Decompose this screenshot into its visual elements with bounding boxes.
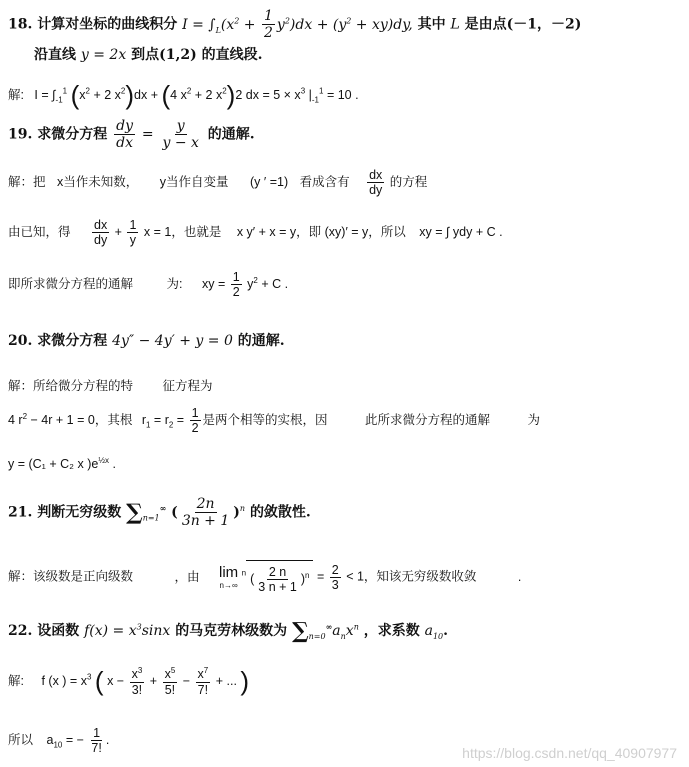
answer-text: + ... bbox=[215, 673, 237, 688]
problem-text: 设函数 bbox=[37, 623, 80, 639]
answer-20-line1 bbox=[8, 376, 213, 394]
formula-dxdy: $\frac{dx}{dy}$ bbox=[369, 168, 383, 198]
problem-19-statement: 19. 求微分方程 $\frac{dy}{dx}$ = $\frac{y}{y - x}$ 的通解. bbox=[8, 118, 255, 152]
answer-text: = r bbox=[153, 413, 169, 428]
answer-text: + C . bbox=[261, 277, 289, 292]
answer-text: 为 bbox=[527, 413, 541, 428]
formula-1y: $\frac{1}{y}$ bbox=[129, 218, 137, 248]
answer-text: 由已知，得 bbox=[8, 225, 71, 240]
answer-21: 解：该级数是正向级数 ，由 lim n→∞ $^n$ ( $\frac{2 n}{3 n + 1}$ )$^n$ = $\frac{2}{3}$ < 1，知该无穷级数收敛 . bbox=[8, 560, 521, 595]
formula-x5: $\frac{x^5}{5!}$ bbox=[164, 666, 176, 697]
answer-19-line3: 即所求微分方程的通解 为: xy = $\frac{1}{2}$ $y^2 + C$ . bbox=[8, 270, 289, 300]
answer-text: 4 r bbox=[8, 413, 23, 428]
problem-text-tail: 的敛散性. bbox=[249, 504, 311, 521]
answer-20-line2: 4 $r^2 - 4r + 1 = 0$，其根 $r_1 = r_2$ = $\frac{1}{2}$ 是两个相等的实根，因 此所求微分方程的通解 为 bbox=[8, 406, 541, 436]
answer-text: 看成含有 bbox=[299, 175, 350, 190]
answer-text: 所以 bbox=[8, 733, 34, 748]
answer-text: 此所求微分方程的通解 bbox=[365, 413, 491, 428]
formula-rhs: $\frac{y}{y - x}$ bbox=[162, 118, 199, 152]
formula-x7: $\frac{x^7}{7!}$ bbox=[197, 666, 209, 697]
answer-20-line3: y = (C₁ + C₂ x )$e^{\frac{1}{2}x}$ . bbox=[8, 456, 116, 472]
answer-text: xy = ∫ ydy + C . bbox=[419, 225, 503, 240]
answer-text: < 1，知该无穷级数收敛 bbox=[346, 569, 477, 584]
problem-20-statement bbox=[8, 330, 285, 350]
answer-text: (y ′ =1) bbox=[250, 175, 289, 190]
answer-text: x − bbox=[107, 673, 125, 688]
sum-symbol: ∑ bbox=[126, 499, 143, 526]
answer-19-line1 bbox=[8, 168, 427, 198]
answer-text: + bbox=[149, 673, 158, 688]
answer-text: x = 1，也就是 bbox=[143, 225, 222, 240]
answer-text: y bbox=[247, 277, 254, 292]
problem-text: 求微分方程 bbox=[37, 126, 108, 143]
problem-number: 19. bbox=[8, 126, 33, 143]
answer-text: = bbox=[176, 413, 185, 428]
problem-text: 沿直线 bbox=[34, 47, 76, 63]
lim-word: lim bbox=[219, 564, 239, 582]
formula-L: L bbox=[450, 16, 460, 33]
answer-text: y = (C₁ + C₂ x )e bbox=[8, 457, 99, 472]
answer-text: 解：该级数是正向级数 bbox=[8, 569, 134, 584]
answer-text: a bbox=[46, 733, 54, 748]
formula-dxdy: $\frac{dx}{dy}$ bbox=[94, 218, 108, 248]
problem-text-tail: ，求系数 bbox=[363, 623, 420, 639]
answer-label: 解: bbox=[8, 87, 24, 102]
watermark-url: https://blog.csdn.net/qq_40907977 bbox=[462, 745, 677, 761]
answer-text: 是两个相等的实根，因 bbox=[202, 413, 328, 428]
answer-text: y当作自变量 bbox=[159, 175, 229, 190]
formula-line: y = 2x bbox=[80, 47, 127, 63]
answer-text: 征方程为 bbox=[162, 379, 213, 393]
answer-18: 解: $I = \int_{-1}^1$ ($x^2 + 2$ $x^2)dx + (4$ $x^2 + 2$ $x^2)2$ dx = $5 \times x^3$ $|_{-1}^1 = 10$ . bbox=[8, 80, 359, 110]
answer-text: f (x ) = x bbox=[41, 673, 87, 688]
problem-text-mid: 其中 bbox=[417, 16, 446, 33]
answer-text: x当作未知数， bbox=[57, 175, 139, 190]
answer-22-line2: 所以 $a_{10}$ = − $\frac{1}{7!}$ . bbox=[8, 726, 110, 756]
problem-21-statement: 21. 判断无穷级数 $\sum_{n=1}^\infty$ ( $\frac{2n}{3n + 1}$ )$^n$ 的敛散性. bbox=[8, 496, 311, 530]
answer-text: . bbox=[517, 569, 522, 584]
formula-x3: $\frac{x^3}{3!}$ bbox=[131, 666, 143, 697]
formula-f: $f(x) = x^3\sin x$ bbox=[84, 622, 171, 639]
coefficient-symbol: a bbox=[424, 623, 433, 639]
answer-text: = bbox=[316, 569, 325, 584]
answer-text: 解：把 bbox=[8, 175, 46, 190]
formula-integral: $I = \int_L(x^2$ + $\frac{1}{2}$ $y^2)dx + (y^2 + xy)dy$, bbox=[182, 8, 413, 42]
problem-text-mid: 的马克劳林级数为 bbox=[175, 623, 288, 639]
answer-text: x y′ + x = y，即 bbox=[236, 225, 322, 240]
problem-text: 到点(1,2) 的直线段. bbox=[131, 47, 263, 63]
answer-text: 解：所给微分方程的特 bbox=[8, 379, 134, 393]
nth-root: ( $\frac{2 n}{3 n + 1}$ )$^n$ bbox=[246, 560, 313, 595]
problem-number: 22. bbox=[8, 623, 33, 639]
answer-result: = 10 . bbox=[326, 87, 359, 102]
problem-text: 判断无穷级数 bbox=[37, 504, 122, 521]
answer-text: 即所求微分方程的通解 bbox=[8, 277, 134, 292]
problem-22-statement: 22. 设函数 $f(x) = x^3\sin x$ 的马克劳林级数为 $\sum_{n=0}^\infty a_nx^n$ ，求系数 $a_{10}$. bbox=[8, 618, 449, 644]
answer-text: (xy)′ = y，所以 bbox=[324, 225, 406, 240]
formula-ode: 4y″ − 4y′ + y = 0 bbox=[112, 333, 233, 349]
problem-18-line2 bbox=[34, 44, 262, 64]
answer-text: 解: bbox=[8, 673, 24, 688]
formula-two-thirds: $\frac{2}{3}$ bbox=[331, 562, 339, 592]
answer-text: 的方程 bbox=[389, 175, 428, 190]
problem-number: 18. bbox=[8, 16, 33, 33]
answer-text: ，由 bbox=[174, 569, 200, 584]
problem-text-tail: 是由点(－1，－2) bbox=[464, 16, 582, 33]
limit: lim n→∞ bbox=[219, 564, 239, 591]
formula-half: $\frac{1}{2}$ bbox=[232, 270, 240, 300]
problem-text-tail: 的通解. bbox=[237, 333, 285, 349]
problem-number: 20. bbox=[8, 333, 33, 349]
answer-19-line2: 由已知，得 $\frac{dx}{dy}$ + $\frac{1}{y}$ x = 1，也就是 x y′ + x = y，即 (xy)′ = y，所以 xy = ∫ ydy + C . bbox=[8, 218, 503, 248]
problem-text: 计算对坐标的曲线积分 bbox=[37, 16, 178, 33]
problem-text: 求微分方程 bbox=[37, 333, 108, 349]
answer-text: xy = bbox=[201, 277, 226, 292]
answer-text: = − bbox=[65, 733, 84, 748]
sum-symbol: ∑ bbox=[292, 618, 309, 644]
answer-text: − 4r + 1 = 0，其根 bbox=[30, 413, 133, 428]
problem-18-statement bbox=[8, 8, 581, 41]
answer-text: r bbox=[141, 413, 146, 428]
problem-number: 21. bbox=[8, 504, 33, 521]
formula-ratio: $\frac{2n}{3n + 1}$ bbox=[181, 496, 230, 530]
formula-dydx: $\frac{dy}{dx}$ bbox=[116, 118, 133, 152]
formula-half: $\frac{1}{2}$ bbox=[191, 406, 199, 436]
problem-text-tail: 的通解. bbox=[207, 126, 255, 143]
answer-22-line1: 解: f (x ) = $x^3$ ( x − $\frac{x^3}{3!}$ + $\frac{x^5}{5!}$ − $\frac{x^7}{7!}$ + ... ) bbox=[8, 666, 250, 697]
answer-text: − bbox=[182, 673, 191, 688]
answer-text: 为: bbox=[166, 277, 183, 292]
formula-one-over-7fact: $\frac{1}{7!}$ bbox=[91, 726, 102, 756]
answer-expression: dx = 5 × x bbox=[245, 87, 301, 102]
